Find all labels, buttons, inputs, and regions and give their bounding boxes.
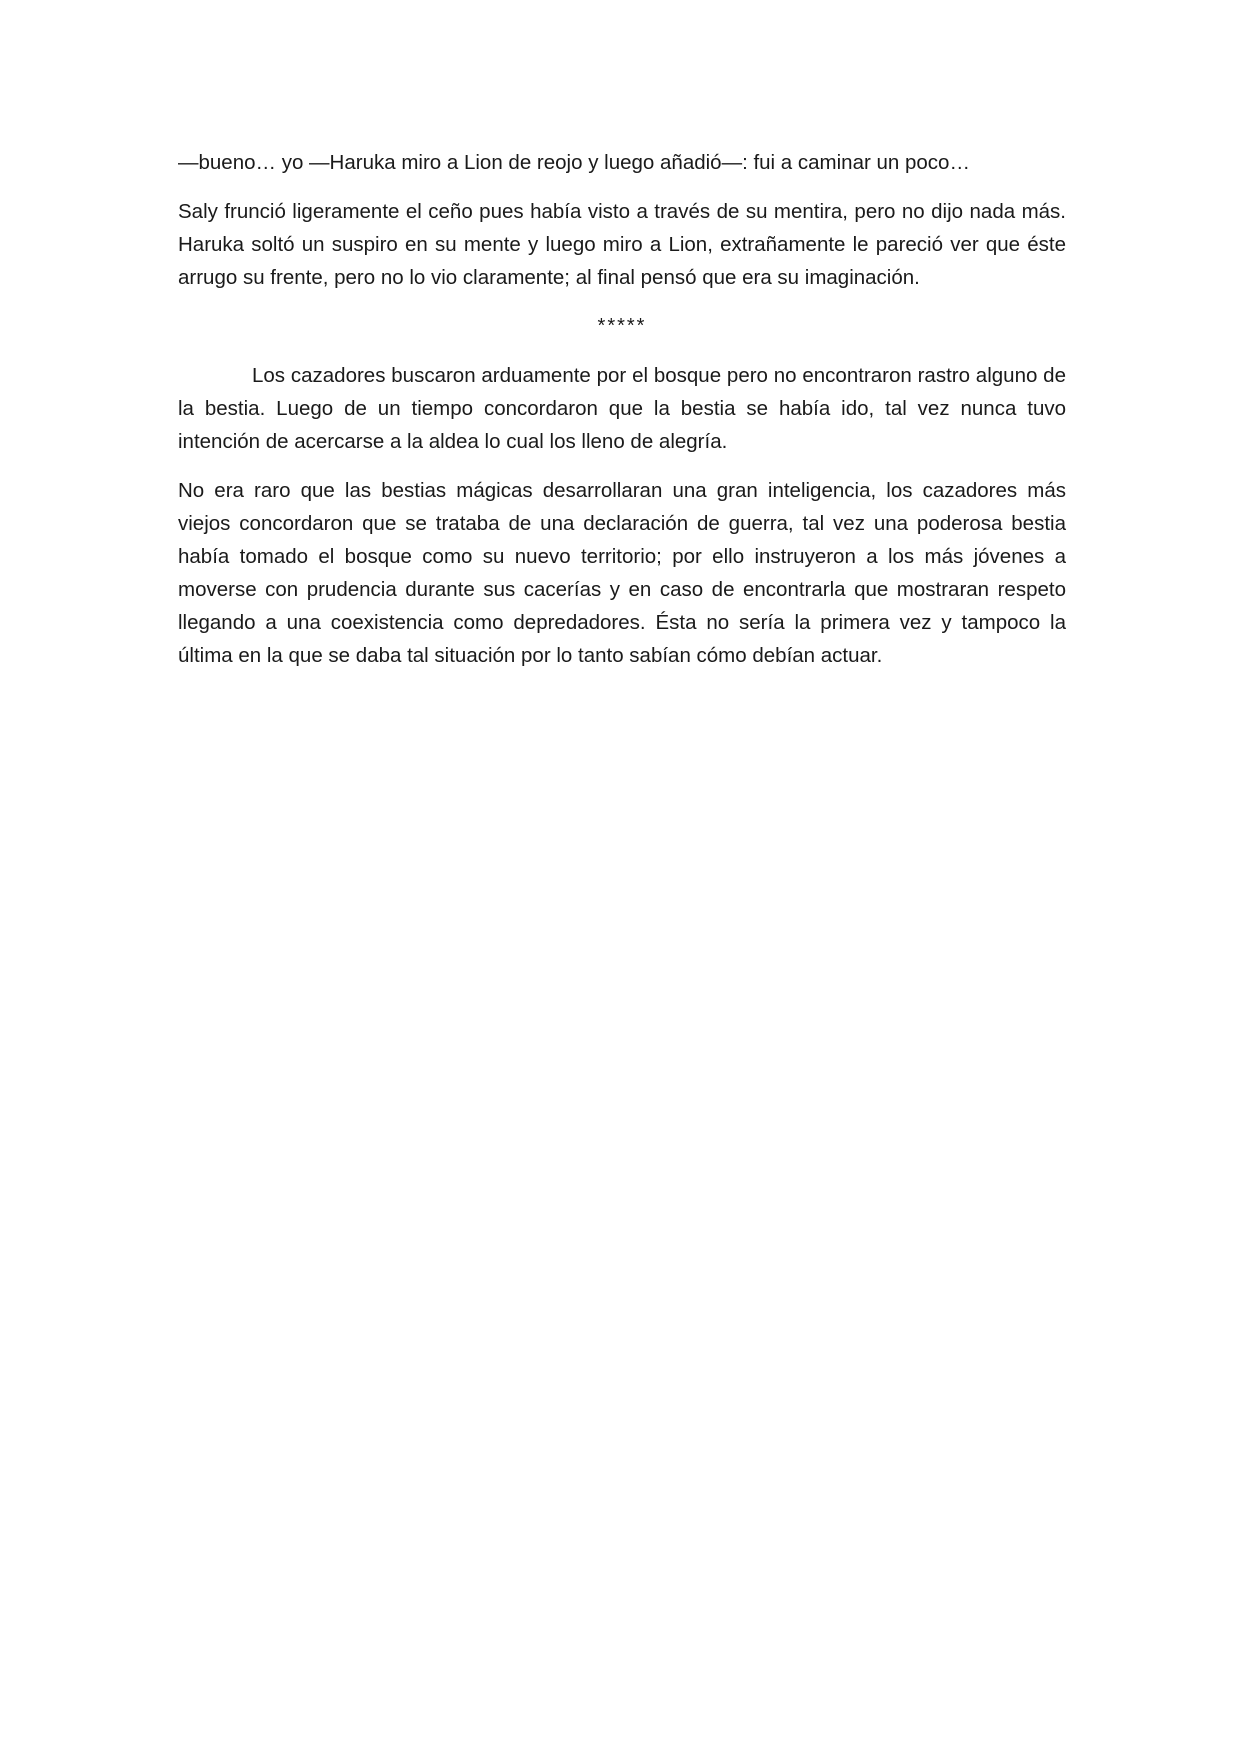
paragraph-hunters-search: Los cazadores buscaron arduamente por el bosque pero no encontraron rastro alguno de la bestia. Luego de un tiempo concordaron que la bestia se había ido, tal vez nunca tuvo intención de acercarse a la aldea lo cual los lleno de alegría. <box>178 364 1066 453</box>
paragraph-saly: Saly frunció ligeramente el ceño pues había visto a través de su mentira, pero no dijo nada más. Haruka soltó un suspiro en su mente y luego miro a Lion, extrañamente le pareció ver que éste arrugo su frente, pero no lo vio claramente; al final pensó que era su imaginación. <box>178 200 1066 289</box>
document-body <box>178 146 1066 688</box>
scene-break: ***** <box>597 315 647 337</box>
paragraph-dialogue: —bueno… yo —Haruka miro a Lion de reojo y luego añadió—: fui a caminar un poco… <box>178 151 970 174</box>
paragraph-magic-beasts: No era raro que las bestias mágicas desarrollaran una gran inteligencia, los cazadores más viejos concordaron que se trataba de una declaración de guerra, tal vez una poderosa bestia había tomado el bosque como su nuevo territorio; por ello instruyeron a los más jóvenes a moverse con prudencia durante sus cacerías y en caso de encontrarla que mostraran respeto llegando a una coexistencia como depredadores. Ésta no sería la primera vez y tampoco la última en la que se daba tal situación por lo tanto sabían cómo debían actuar. <box>178 479 1066 667</box>
